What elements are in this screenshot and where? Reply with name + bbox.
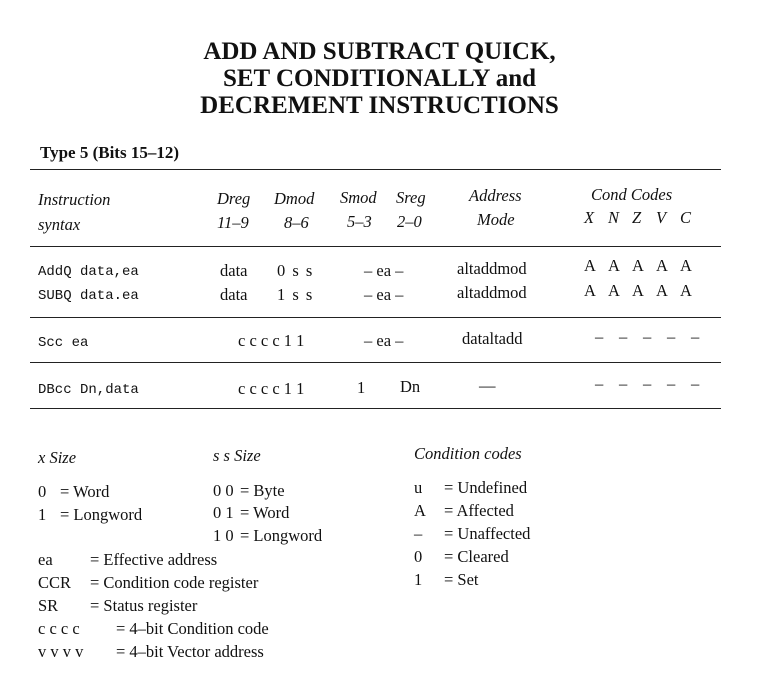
legend-ss-size-header: s s Size — [213, 446, 261, 465]
legend-item-key: 0 — [414, 547, 423, 566]
flag-z: Z — [632, 208, 642, 227]
row-cond-codes — [584, 256, 704, 276]
row-dmod: 0 s s — [277, 261, 313, 280]
row-syntax: Scc ea — [38, 335, 89, 351]
header-sreg-1: Sreg — [396, 188, 426, 207]
legend-item-key: 0 1 — [213, 503, 234, 522]
legend-item-key: CCR — [38, 573, 72, 592]
table-top-rule — [30, 169, 721, 170]
table-bottom-rule — [30, 408, 721, 409]
header-address-2: Mode — [477, 210, 515, 229]
flag-n: N — [608, 208, 620, 227]
legend-condition-codes-header: Condition codes — [414, 444, 522, 463]
title-line-3: DECREMENT INSTRUCTIONS — [200, 92, 559, 119]
legend-item-desc: = 4–bit Vector address — [116, 642, 264, 661]
legend-item-key: – — [414, 524, 423, 543]
row-address-mode: altaddmod — [457, 259, 527, 278]
row-syntax: DBcc Dn,data — [38, 382, 139, 398]
code-c: – — [691, 327, 700, 346]
row-smod-sreg: – ea – — [364, 261, 404, 280]
row-smod-sreg: – ea – — [364, 331, 404, 350]
header-sreg-2: 2–0 — [397, 212, 422, 231]
row-bits: c c c c 1 1 — [238, 379, 305, 398]
legend-item-key: SR — [38, 596, 59, 615]
legend-item-desc: = Word — [240, 503, 290, 522]
row-address-mode: — — [479, 376, 496, 395]
header-dreg-1: Dreg — [217, 189, 251, 208]
legend-item-key: 1 — [414, 570, 423, 589]
legend-item-desc: = Longword — [60, 505, 143, 524]
code-x: – — [595, 327, 604, 346]
legend-item-desc: = Undefined — [444, 478, 528, 497]
legend-item-desc: = Word — [60, 482, 110, 501]
code-z: A — [632, 281, 644, 300]
code-v: – — [667, 327, 676, 346]
row-address-mode: altaddmod — [457, 283, 527, 302]
title-line-2: SET CONDITIONALLY and — [222, 65, 537, 92]
legend-item-key: A — [414, 501, 426, 520]
legend-item-key: 0 — [38, 482, 47, 501]
code-c: – — [691, 374, 700, 393]
title-line-1: ADD AND SUBTRACT QUICK, — [203, 38, 556, 65]
code-n: A — [608, 281, 620, 300]
header-dmod-2: 8–6 — [284, 213, 309, 232]
header-syntax-2: syntax — [38, 215, 81, 234]
header-syntax-1: Instruction — [38, 190, 111, 209]
row-dreg: data — [220, 261, 248, 280]
code-z: – — [643, 374, 652, 393]
row-smod: 1 — [357, 378, 366, 397]
flag-x: X — [584, 208, 595, 227]
code-x: A — [584, 256, 596, 275]
flag-v: V — [656, 208, 667, 227]
code-c: A — [680, 281, 692, 300]
header-smod-1: Smod — [340, 188, 377, 207]
row-syntax: SUBQ data.ea — [38, 288, 139, 304]
legend-item-key: ea — [38, 550, 53, 569]
row-cond-codes — [584, 281, 704, 301]
legend-item-key: u — [414, 478, 423, 497]
legend-item-key: c c c c — [38, 619, 80, 638]
code-n: – — [619, 374, 628, 393]
header-address-1: Address — [469, 186, 522, 205]
legend-item-desc: = Longword — [240, 526, 323, 545]
row-bits: c c c c 1 1 — [238, 331, 305, 350]
code-z: – — [643, 327, 652, 346]
section-label: Type 5 (Bits 15–12) — [40, 143, 179, 162]
code-n: A — [608, 256, 620, 275]
header-rule — [30, 246, 721, 247]
legend-item-desc: = Status register — [90, 596, 198, 615]
header-dmod-1: Dmod — [274, 189, 315, 208]
code-c: A — [680, 256, 692, 275]
legend-item-desc: = Byte — [240, 481, 285, 500]
code-x: A — [584, 281, 596, 300]
legend-x-size-header: x Size — [38, 448, 77, 467]
code-v: A — [656, 256, 668, 275]
code-v: A — [656, 281, 668, 300]
legend-item-desc: = 4–bit Condition code — [116, 619, 269, 638]
legend-item-key: 1 0 — [213, 526, 234, 545]
row-cond-codes — [595, 374, 715, 394]
row-sreg: Dn — [400, 377, 421, 396]
row-dmod: 1 s s — [277, 285, 313, 304]
code-v: – — [667, 374, 676, 393]
code-n: – — [619, 327, 628, 346]
page-title — [0, 38, 759, 119]
legend-item-desc: = Condition code register — [90, 573, 259, 592]
row-dreg: data — [220, 285, 248, 304]
legend-item-desc: = Unaffected — [444, 524, 531, 543]
code-z: A — [632, 256, 644, 275]
row-rule-1 — [30, 317, 721, 318]
header-dreg-2: 11–9 — [217, 213, 249, 232]
legend-item-desc: = Effective address — [90, 550, 218, 569]
legend-item-desc: = Affected — [444, 501, 514, 520]
legend-item-desc: = Cleared — [444, 547, 509, 566]
header-smod-2: 5–3 — [347, 212, 372, 231]
row-smod-sreg: – ea – — [364, 285, 404, 304]
row-address-mode: dataltadd — [462, 329, 523, 348]
legend-item-key: v v v v — [38, 642, 84, 661]
code-x: – — [595, 374, 604, 393]
row-syntax: AddQ data,ea — [38, 264, 139, 280]
legend-item-key: 1 — [38, 505, 47, 524]
header-cond-codes: Cond Codes — [591, 185, 673, 204]
flag-c: C — [680, 208, 692, 227]
legend-item-key: 0 0 — [213, 481, 234, 500]
header-cond-flags — [584, 208, 704, 228]
row-cond-codes — [595, 327, 715, 347]
row-rule-2 — [30, 362, 721, 363]
legend-item-desc: = Set — [444, 570, 479, 589]
